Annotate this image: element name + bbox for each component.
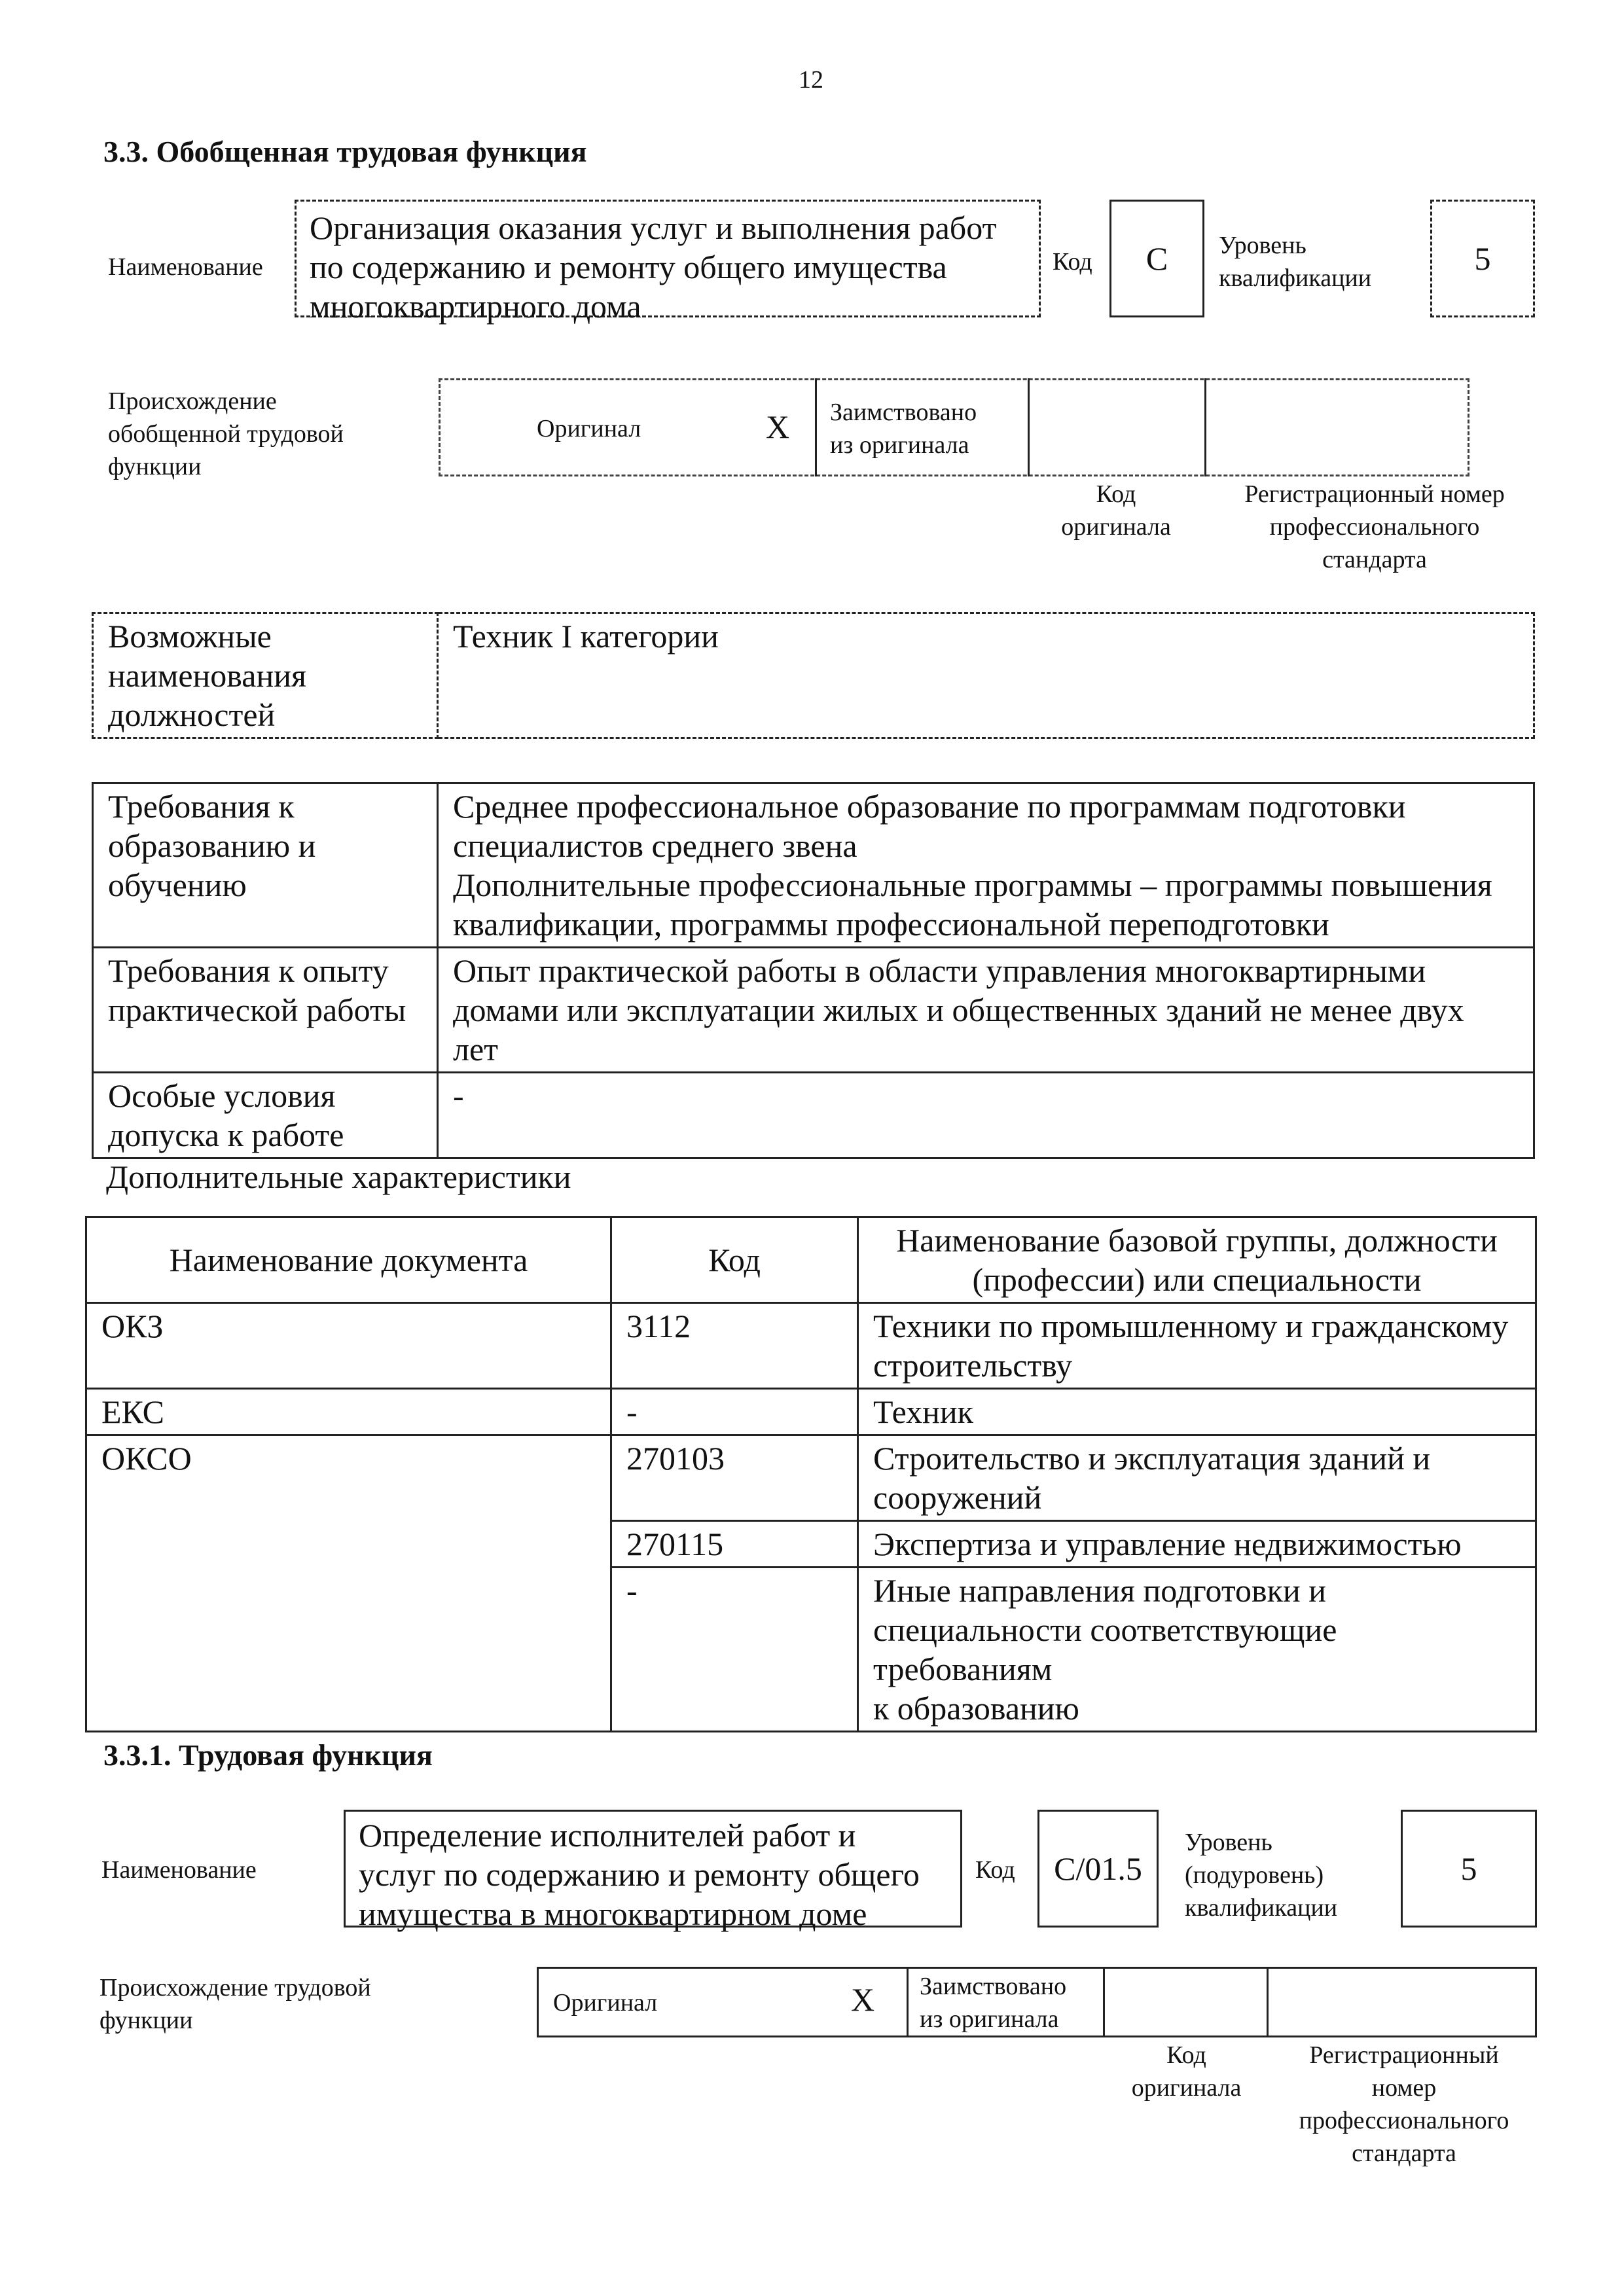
gtf-borrowed-line: Заимствовано xyxy=(830,399,977,426)
cell-code: 270115 xyxy=(611,1521,858,1568)
gtf-code-label: Код xyxy=(1053,248,1092,276)
divider xyxy=(815,378,817,476)
label-line: Требования к опыту xyxy=(108,952,389,989)
caption-line: Код xyxy=(1096,480,1136,508)
label-line: наименования xyxy=(108,657,306,694)
table-row xyxy=(93,613,1534,738)
caption-line: оригинала xyxy=(1061,513,1171,541)
gtf-positions-label xyxy=(93,613,438,738)
gtf-reg-num-caption xyxy=(1211,478,1538,576)
value-line: квалификации, программы профессиональной переподготовки xyxy=(453,906,1329,942)
col-header: Наименование документа xyxy=(86,1217,611,1303)
table-row xyxy=(93,783,1534,948)
caption-line: профессионального xyxy=(1269,513,1480,541)
cell-doc: ОКСО xyxy=(86,1435,611,1732)
table-row xyxy=(86,1389,1536,1435)
gtf-original-mark: X xyxy=(766,408,790,445)
gtf-name-line: Организация оказания услуг и выполнения работ xyxy=(310,209,997,246)
caption-line: стандарта xyxy=(1352,2140,1456,2167)
caption-line: Код xyxy=(1166,2041,1206,2069)
tf-code-box xyxy=(1037,1810,1159,1928)
tf-name-line: имущества в многоквартирном доме xyxy=(359,1895,867,1932)
table-row xyxy=(86,1303,1536,1389)
gtf-code-value: С xyxy=(1145,240,1168,277)
value-line: - xyxy=(453,1077,464,1114)
cell-line: Строительство и эксплуатация зданий и xyxy=(873,1440,1431,1477)
tf-level-label-line: Уровень xyxy=(1185,1829,1272,1856)
gtf-origin-label-line: Происхождение xyxy=(108,387,277,415)
label-line: практической работы xyxy=(108,992,406,1028)
divider xyxy=(1028,378,1030,476)
req-value xyxy=(438,948,1534,1073)
caption-line: оригинала xyxy=(1131,2074,1242,2102)
gtf-level-label-line: Уровень xyxy=(1219,232,1307,259)
value-line: домами или эксплуатации жилых и общественных зданий не менее двух xyxy=(453,992,1464,1028)
tf-borrowed-line: из оригинала xyxy=(920,2005,1059,2033)
gtf-requirements-table xyxy=(92,782,1535,1159)
gtf-borrowed-label xyxy=(830,396,977,461)
cell-name xyxy=(858,1389,1536,1435)
cell-line: Иные направления подготовки и xyxy=(873,1572,1326,1609)
req-label xyxy=(93,948,438,1073)
gtf-origin-label-line: обобщенной трудовой xyxy=(108,420,344,448)
tf-borrowed-label xyxy=(920,1970,1066,2036)
page-number: 12 xyxy=(799,66,823,94)
tf-level-box xyxy=(1401,1810,1537,1928)
tf-origin-label-line: Происхождение трудовой xyxy=(99,1974,371,2001)
divider xyxy=(1103,1967,1105,2037)
cell-code: 3112 xyxy=(611,1303,858,1389)
cell-code: - xyxy=(611,1568,858,1732)
gtf-level-label xyxy=(1219,229,1371,295)
col-header: Наименование базовой группы, должности (профессии) или специальности xyxy=(858,1217,1536,1303)
value-line: Среднее профессиональное образование по программам подготовки xyxy=(453,788,1406,825)
gtf-origin-label-line: функции xyxy=(108,453,202,480)
gtf-level-label-line: квалификации xyxy=(1219,264,1372,292)
cell-doc: ЕКС xyxy=(86,1389,611,1435)
table-row xyxy=(93,948,1534,1073)
cell-line: Техники по промышленному и гражданскому xyxy=(873,1308,1509,1344)
cell-line: к образованию xyxy=(873,1690,1079,1727)
divider xyxy=(1204,378,1206,476)
caption-line: стандарта xyxy=(1322,546,1427,573)
cell-doc: ОКЗ xyxy=(86,1303,611,1389)
tf-code-label: Код xyxy=(975,1856,1015,1884)
tf-level-label-line: (подуровень) xyxy=(1185,1861,1324,1889)
req-value xyxy=(438,1073,1534,1158)
gtf-orig-code-caption xyxy=(1034,478,1198,543)
tf-name-box xyxy=(344,1810,962,1932)
tf-borrowed-line: Заимствовано xyxy=(920,1973,1067,2000)
req-label xyxy=(93,1073,438,1158)
gtf-borrowed-line: из оригинала xyxy=(830,431,969,459)
gtf-positions-table xyxy=(92,612,1535,739)
tf-original-mark: X xyxy=(851,1981,875,2018)
label-line: образованию и xyxy=(108,827,316,864)
req-value xyxy=(438,783,1534,948)
label-line: Возможные xyxy=(108,618,272,655)
cell-code: 270103 xyxy=(611,1435,858,1521)
gtf-name-line: по содержанию и ремонту общего имущества xyxy=(310,249,947,285)
cell-line: специальности соответствующие требованиям xyxy=(873,1611,1337,1687)
tf-name-label: Наименование xyxy=(101,1856,257,1884)
tf-original-label: Оригинал xyxy=(553,1989,658,2017)
divider xyxy=(907,1967,909,2037)
tf-level-label xyxy=(1185,1826,1337,1924)
tf-origin-label-line: функции xyxy=(99,2007,193,2034)
cell-name xyxy=(858,1303,1536,1389)
cell-line: сооружений xyxy=(873,1479,1042,1516)
gtf-level-value: 5 xyxy=(1474,240,1491,277)
gtf-positions-value: Техник I категории xyxy=(438,613,1534,738)
label-line: допуска к работе xyxy=(108,1117,344,1153)
gtf-code-box xyxy=(1109,200,1204,317)
tf-level-value: 5 xyxy=(1460,1850,1477,1887)
cell-line: Техник xyxy=(873,1393,973,1430)
tf-orig-code-caption xyxy=(1106,2039,1267,2104)
value-line: Дополнительные профессиональные программы – программы повышения xyxy=(453,867,1492,903)
table-row xyxy=(86,1217,1536,1303)
caption-line: профессионального xyxy=(1299,2107,1509,2134)
label-line: обучению xyxy=(108,867,247,903)
label-line: должностей xyxy=(108,696,276,733)
tf-code-value: С/01.5 xyxy=(1054,1850,1142,1887)
tf-reg-num-caption xyxy=(1273,2039,1535,2170)
caption-line: Регистрационный номер xyxy=(1244,480,1505,508)
cell-name xyxy=(858,1521,1536,1568)
gtf-name-box xyxy=(295,200,1041,325)
tf-name-line: услуг по содержанию и ремонту общего xyxy=(359,1856,920,1893)
table-row xyxy=(86,1435,1536,1521)
additional-title: Дополнительные характеристики xyxy=(106,1158,571,1195)
section-heading-tf: 3.3.1. Трудовая функция xyxy=(103,1738,433,1772)
tf-origin-label xyxy=(99,1971,371,2037)
table-row xyxy=(93,1073,1534,1158)
gtf-origin-label xyxy=(108,385,344,483)
gtf-level-box xyxy=(1430,200,1535,317)
divider xyxy=(1267,1967,1269,2037)
tf-name-line: Определение исполнителей работ и xyxy=(359,1817,856,1854)
cell-line: строительству xyxy=(873,1347,1073,1384)
caption-line: Регистрационный xyxy=(1309,2041,1499,2069)
cell-line: Экспертиза и управление недвижимостью xyxy=(873,1526,1462,1562)
label-line: Требования к xyxy=(108,788,295,825)
cell-name xyxy=(858,1435,1536,1521)
col-header: Код xyxy=(611,1217,858,1303)
value-line: лет xyxy=(453,1031,498,1067)
gtf-name-label: Наименование xyxy=(108,253,263,281)
cell-code: - xyxy=(611,1389,858,1435)
value-line: специалистов среднего звена xyxy=(453,827,857,864)
caption-line: номер xyxy=(1371,2074,1437,2102)
additional-table xyxy=(85,1216,1537,1732)
req-label xyxy=(93,783,438,948)
value-line: Опыт практической работы в области управления многоквартирными xyxy=(453,952,1426,989)
section-heading-gtf: 3.3. Обобщенная трудовая функция xyxy=(103,135,587,168)
gtf-name-line: многоквартирного дома xyxy=(310,288,641,325)
cell-name xyxy=(858,1568,1536,1732)
label-line: Особые условия xyxy=(108,1077,336,1114)
gtf-original-label: Оригинал xyxy=(537,415,641,442)
tf-level-label-line: квалификации xyxy=(1185,1894,1338,1922)
